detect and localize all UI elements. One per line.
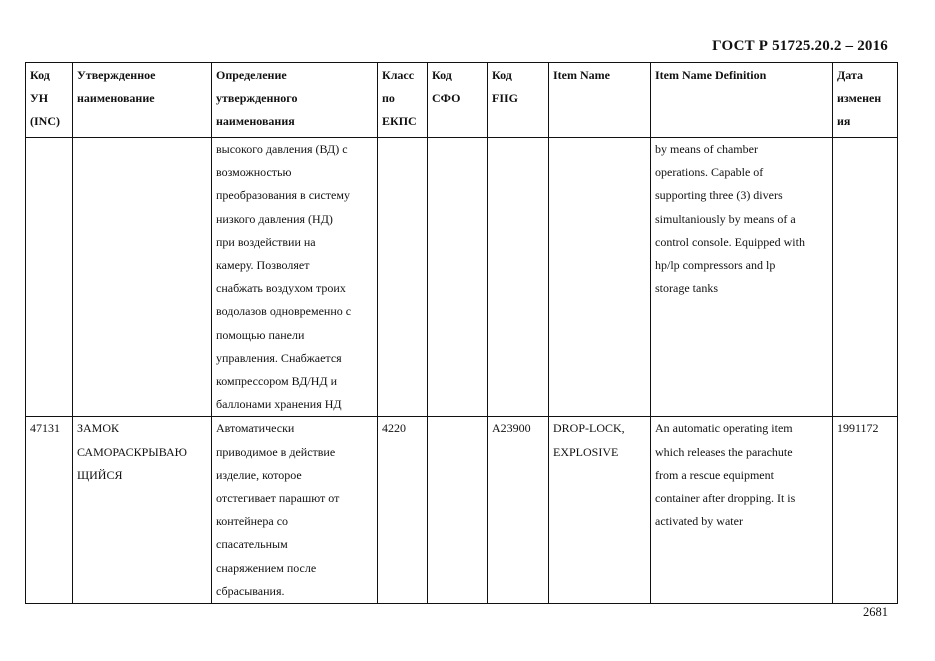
cell-definition-ru: высокого давления (ВД) с возможностью преобразования в систему низкого давления (НД) при воздействии на камеру. Позволяет снабжать воздухом троих водолазов одновременно с помощью панели управления. Снабжается компрессором ВД/НД и баллонами хранения НД — [212, 138, 378, 417]
cell-code — [26, 138, 73, 417]
cell-class — [378, 138, 428, 417]
column-header-inc-code: Код УН (INC) — [26, 63, 73, 138]
table-row — [26, 417, 898, 604]
cell-class: 4220 — [378, 417, 428, 604]
column-header-item-name-definition: Item Name Definition — [651, 63, 833, 138]
cell-definition-en: by means of chamber operations. Capable of supporting three (3) divers simultaniously by means of a control console. Equipped with hp/lp compressors and lp storage tanks — [651, 138, 833, 417]
column-header-ekps-class: Класс по ЕКПС — [378, 63, 428, 138]
cell-fiig — [488, 138, 549, 417]
table-header-row — [26, 63, 898, 138]
cell-sfo — [428, 138, 488, 417]
cell-name: ЗАМОК САМОРАСКРЫВАЮ ЩИЙСЯ — [73, 417, 212, 604]
page-number: 2681 — [863, 605, 888, 619]
column-header-fiig-code: Код FIIG — [488, 63, 549, 138]
document-code: ГОСТ Р 51725.20.2 – 2016 — [712, 38, 888, 54]
catalog-table — [25, 62, 898, 604]
cell-code: 47131 — [26, 417, 73, 604]
column-header-item-name: Item Name — [549, 63, 651, 138]
cell-item-name: DROP-LOCK, EXPLOSIVE — [549, 417, 651, 604]
cell-fiig: A23900 — [488, 417, 549, 604]
column-header-change-date: Дата изменен ия — [833, 63, 898, 138]
cell-definition-en: An automatic operating item which releases the parachute from a rescue equipment container after dropping. It is activated by water — [651, 417, 833, 604]
column-header-name-definition-ru: Определение утвержденного наименования — [212, 63, 378, 138]
cell-sfo — [428, 417, 488, 604]
cell-definition-ru: Автоматически приводимое в действие изделие, которое отстегивает парашют от контейнера со спасательным снаряжением после сбрасывания. — [212, 417, 378, 604]
cell-item-name — [549, 138, 651, 417]
table-row-continuation — [26, 138, 898, 417]
cell-name — [73, 138, 212, 417]
cell-date: 1991172 — [833, 417, 898, 604]
cell-date — [833, 138, 898, 417]
column-header-approved-name: Утвержденное наименование — [73, 63, 212, 138]
column-header-sfo-code: Код СФО — [428, 63, 488, 138]
